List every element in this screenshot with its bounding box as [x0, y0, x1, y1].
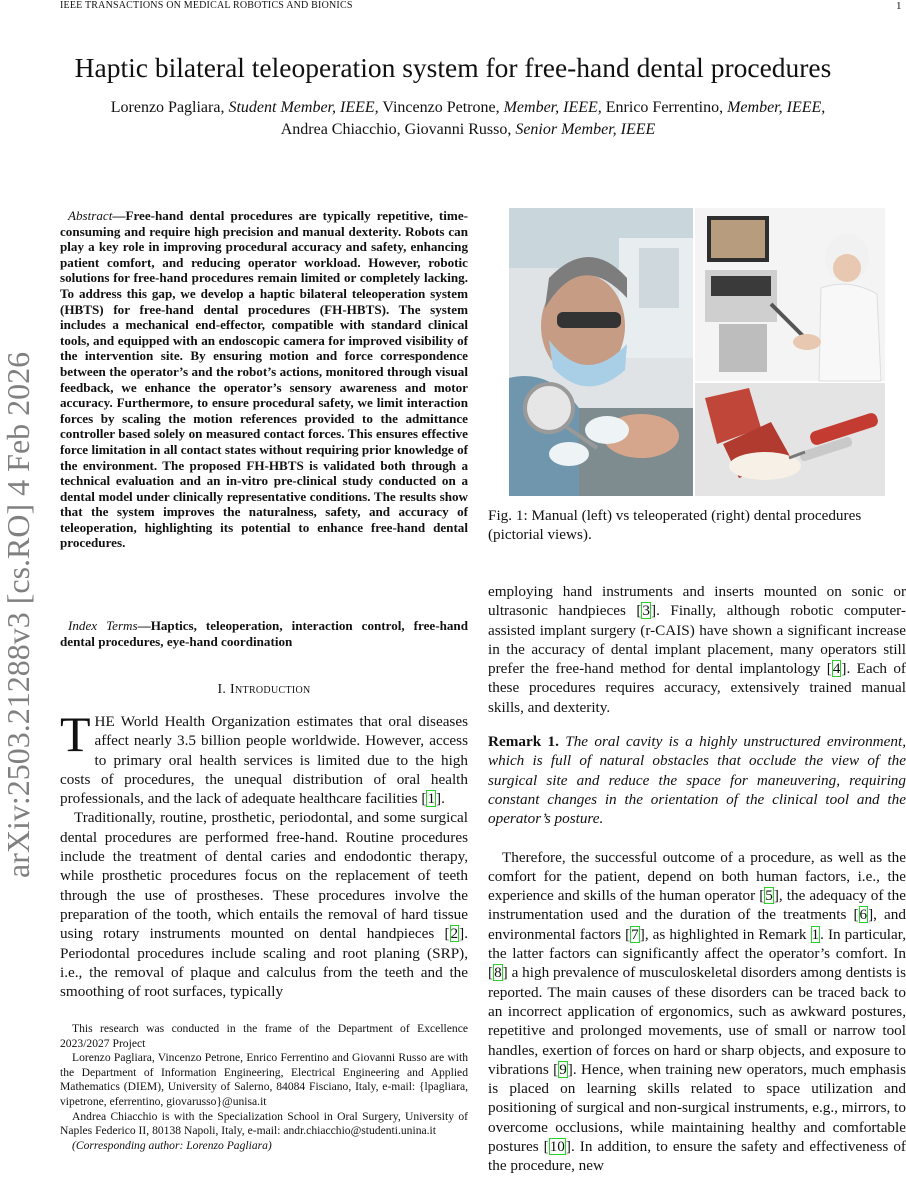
section-title: Introduction: [230, 682, 311, 697]
manual-procedure-photo: [509, 208, 693, 496]
paragraph-text: employing hand instruments and inserts mounted on sonic or ultrasonic handpieces: [488, 583, 906, 620]
paragraph: Traditionally, routine, prosthetic, periodontal, and some surgical dental procedures are performed free-hand. Routine procedures include the treatment of dental caries and endodontic therapy, while prosthetic procedures focus on the replacement of teeth through the use of prostheses. These procedures involve the preparation of the tooth, which entails the removal of hard tissue using rotary instruments mounted on dental handpieces [2]. Periodontal procedures include scaling and root planing (SRP), i.e., the removal of plaque and calculus from the teeth and the smoothing of root surfaces, typically: [60, 809, 468, 1001]
footnotes: [60, 1022, 468, 1153]
author-role: Student Member, IEEE,: [228, 99, 379, 116]
citation-link[interactable]: 5: [765, 887, 773, 905]
paragraph-text: , the adequacy of the instrumentation used and the duration of the treatments: [488, 887, 906, 924]
abstract-label: Abstract: [68, 208, 113, 223]
abstract: [60, 208, 468, 551]
remark-link[interactable]: 1: [811, 925, 820, 943]
paragraph-text: Traditionally, routine, prosthetic, periodontal, and some surgical dental procedures are performed free-hand. Routine procedures include the treatment of dental caries and endodontic therapy, while prosthetic procedures focus on the replacement of teeth through the use of prostheses. These procedures involve the preparation of the tooth, which entails the removal of hard tissue using rotary instruments mounted on dental handpieces: [60, 809, 468, 943]
remark-1: [488, 732, 906, 828]
citation-link[interactable]: 7: [631, 925, 639, 943]
paper-title: Haptic bilateral teleoperation system for free-hand dental procedures: [74, 52, 832, 83]
drop-cap: T: [60, 706, 91, 762]
paragraph: THE World Health Organization estimates that oral diseases affect nearly 3.5 billion people worldwide. However, access to primary oral health services is limited due to the high costs of procedures, the unequal distribution of oral health professionals, and the lack of adequate healthcare facilities [1].: [60, 706, 468, 808]
citation-link[interactable]: 4: [832, 660, 841, 678]
section-number: I.: [217, 682, 227, 697]
introduction-body: [60, 706, 468, 1001]
corresponding-author: (Corresponding author: Lorenzo Pagliara): [72, 1138, 272, 1152]
paragraph-text: . Hence, when training new operators, much emphasis is placed on learning skills related to space utilization and positioning of surgical and non-surgical instruments, e.g., mirrors, to overcome occlusions, while maintaining healthy and comfortable postures: [488, 1060, 906, 1156]
citation-link[interactable]: 3: [642, 602, 651, 620]
teleoperation-console-render: [695, 208, 885, 381]
index-terms: [60, 618, 468, 649]
author-role: Senior Member, IEEE: [515, 121, 656, 138]
figure-caption: Fig. 1: Manual (left) vs teleoperated (right) dental procedures (pictorial views).: [488, 507, 862, 544]
footnote: This research was conducted in the frame of the Department of Excellence 2023/2027 Project: [60, 1022, 468, 1050]
paragraph: employing hand instruments and inserts mounted on sonic or ultrasonic handpieces [3]. Finally, although robotic computer-assisted implant surgery (r-CAIS) have shown a significant increase in the accuracy of dental implant placement, many operators still prefer the free-hand method for dental implantology [4]. Each of these procedures requires accuracy, extensively trained manual skills, and dexterity.: [488, 583, 906, 716]
footnote: [60, 1139, 468, 1154]
index-terms-label: Index Terms: [68, 618, 138, 633]
author-name: Enrico Ferrentino,: [605, 99, 724, 116]
citation-link[interactable]: 6: [859, 906, 868, 924]
author-role: Member, IEEE,: [727, 99, 826, 116]
citation-link[interactable]: 9: [559, 1060, 567, 1078]
paragraph-text: a high prevalence of musculoskeletal disorders among dentists is reported. The main causes of these disorders can be traced back to an incorrect application of ergonomics, such as awkward postures, repetitive and prolonged movements, use of small or narrow tool handles, exertion of forces on hard or sharp objects, and exposure to vibrations: [488, 964, 906, 1078]
figure-image: [509, 208, 885, 496]
remark-label: Remark 1.: [488, 733, 559, 751]
citation-link[interactable]: 8: [494, 964, 502, 982]
index-terms-text: —Haptics, teleoperation, interaction control, free-hand dental procedures, eye-hand coordination: [60, 618, 468, 649]
footnote: Lorenzo Pagliara, Vincenzo Petrone, Enrico Ferrentino and Giovanni Russo are with the Department of Information Engineering, Electrical Engineering and Applied Mathematics (DIEM), University of Salerno, 84084 Fisciano, Italy, e-mail: {lpagliara, vipetrone, eferrentino, giovarusso}@unisa.it: [60, 1051, 468, 1108]
paragraph-text: , as highlighted in Remark: [644, 925, 811, 943]
paragraph-text: .: [441, 790, 445, 808]
author-name: Lorenzo Pagliara,: [110, 99, 225, 116]
running-head: IEEE TRANSACTIONS ON MEDICAL ROBOTICS AND BIONICS: [60, 0, 353, 11]
author-name: Andrea Chiacchio, Giovanni Russo,: [280, 121, 512, 138]
arxiv-stamp: arXiv:2503.21288v3 [cs.RO] 4 Feb 2026: [0, 351, 36, 878]
citation-link[interactable]: 2: [450, 925, 459, 943]
section-heading: [60, 682, 468, 698]
figure-1: [509, 208, 885, 496]
paragraph-text: Therefore, the successful outcome of a procedure, as well as the comfort for the patient, depend on both human factors, i.e., the experience and skills of the human operator: [488, 848, 906, 905]
paragraph-text: . In addition, to ensure the safety and effectiveness of the procedure, new: [488, 1138, 906, 1175]
abstract-text: —Free-hand dental procedures are typically repetitive, time-consuming and require high precision and manual dexterity. Robots can play a key role in improving procedural accuracy and safety, enhancing patient comfort, and reducing operator workload. However, robotic solutions for free-hand procedures remain limited or completely lacking. To address this gap, we develop a haptic bilateral teleoperation system (HBTS) for free-hand dental procedures (FH-HBTS). The system includes a mechanical end-effector, compatible with standard clinical tools, and equipped with an endoscopic camera for improved visibility of the intervention site. By ensuring motion and force correspondence between the operator’s and the robot’s actions, monitored through visual feedback, we enhance the operator’s sensory awareness and motor accuracy. Furthermore, to ensure procedural safety, we limit interaction forces by scaling the motion references provided to the admittance controller based solely on measured contact forces. This ensures effective force limitation in all contact states without requiring prior knowledge of the environment. The proposed FH-HBTS is validated both through a technical evaluation and an in-vitro pre-clinical study conducted on a dental model under clinically representative conditions. The results show that the system improves the naturalness, safety, and accuracy of teleoperation, highlighting its potential to enhance free-hand dental procedures.: [60, 208, 468, 551]
paragraph: Therefore, the successful outcome of a procedure, as well as the comfort for the patient, depend on both human factors, i.e., the experience and skills of the human operator [5], the adequacy of the instrumentation used and the duration of the treatments [6], and environmental factors [7], as highlighted in Remark 1. In particular, the latter factors can significantly affect the operator’s comfort. In [8] a high prevalence of musculoskeletal disorders among dentists is reported. The main causes of these disorders can be traced back to an incorrect application of ergonomics, such as awkward postures, repetitive and prolonged movements, use of small or narrow tool handles, exertion of forces on hard or sharp objects, and exposure to vibrations [9]. Hence, when training new operators, much emphasis is placed on learning skills related to space utilization and positioning of surgical and non-surgical instruments, e.g., mirrors, to overcome occlusions, while maintaining healthy and comfortable postures [10]. In addition, to ensure the safety and effectiveness of the procedure, new: [488, 848, 906, 1175]
citation-link[interactable]: 1: [427, 790, 436, 808]
paragraph-text: , and environmental factors: [488, 906, 906, 943]
paragraph-text: . Each of these procedures requires accuracy, extensively trained manual skills, and dexterity.: [488, 660, 906, 716]
paragraph-text: . Finally, although robotic computer-assisted implant surgery (r-CAIS) have shown a significant increase in the accuracy of dental implant placement, many operators still prefer the free-hand method for dental implantology: [488, 602, 906, 678]
paragraph-text: HE World Health Organization estimates that oral diseases affect nearly 3.5 billion people worldwide. However, access to primary oral health services is limited due to the high costs of procedures, the unequal distribution of oral health professionals, and the lack of adequate healthcare facilities: [60, 713, 468, 808]
author-list: [30, 97, 906, 141]
remark-text: The oral cavity is a highly unstructured environment, which is full of natural obstacles that occlude the view of the surgical site and reduce the space for maneuvering, requiring constant changes in the orientation of the clinical tool and the operator’s posture.: [488, 733, 906, 828]
robot-dental-model-render: [695, 383, 885, 496]
author-name: Vincenzo Petrone,: [382, 99, 500, 116]
citation-link[interactable]: 10: [549, 1138, 565, 1156]
page-number: 1: [896, 0, 902, 12]
paragraph-text: . Periodontal procedures include scaling and root planing (SRP), i.e., the removal of plaque and calculus from the teeth and the smoothing of root surfaces, typically: [60, 925, 468, 1001]
right-column-body: [488, 582, 906, 1176]
author-role: Member, IEEE,: [503, 99, 602, 116]
footnote: Andrea Chiacchio is with the Specialization School in Oral Surgery, University of Naples Federico II, 80138 Napoli, Italy, e-mail: andr.chiacchio@studenti.unina.it: [60, 1109, 468, 1138]
paragraph-text: . In particular, the latter factors can significantly affect the operator’s comfort. In: [488, 925, 906, 963]
